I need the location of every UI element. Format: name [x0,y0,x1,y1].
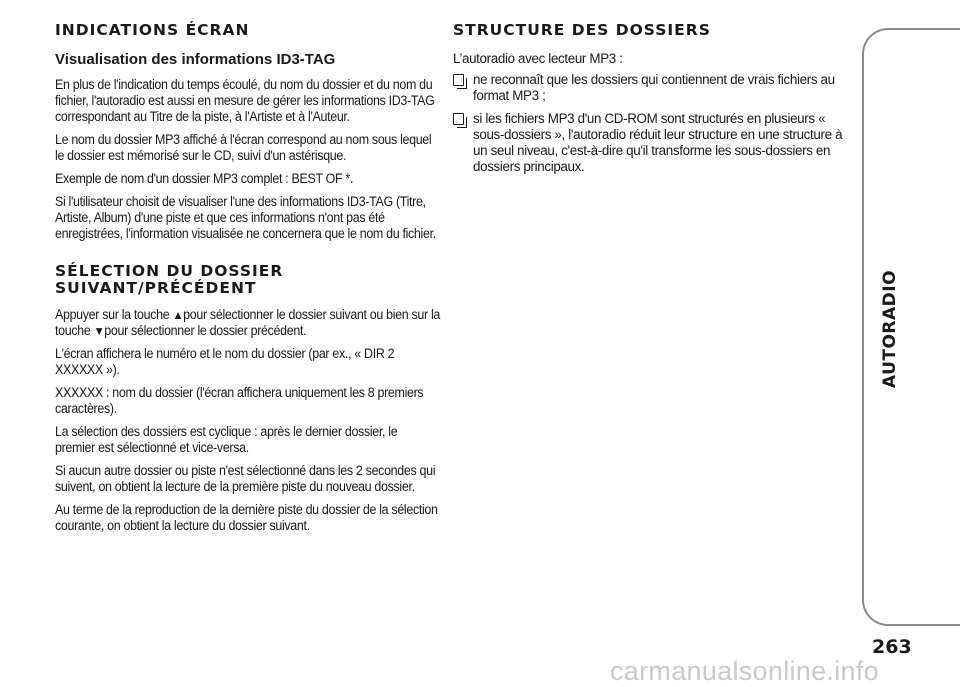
paragraph: Si aucun autre dossier ou piste n'est sélectionné dans les 2 secondes qui suivent, on obtient la lecture de la première piste du nouveau dossier. [55,463,436,494]
down-arrow-icon: ▼ [93,324,105,338]
paragraph: XXXXXX : nom du dossier (l'écran affichera uniquement les 8 premiers caractères). [55,385,424,416]
paragraph: Le nom du dossier MP3 affiché à l'écran correspond au nom sous lequel le dossier est mémorisé sur le CD, suivi d'un astérisque. [55,132,432,163]
watermark: carmanualsonline.info [610,656,879,686]
checkbox-bullet-icon [453,74,464,86]
heading-indications-ecran: INDICATIONS ÉCRAN [55,21,250,39]
heading-line: SÉLECTION DU DOSSIER [55,262,284,280]
list-item: si les fichiers MP3 d'un CD-ROM sont structurés en plusieurs « sous-dossiers », l'autoradio réduit leur structure en une structure à un seul niveau, c'est-à-dire qu'il transforme les sous-dossiers en dossiers principaux. [453,111,848,175]
page-number: 263 [872,636,912,658]
paragraph: Au terme de la reproduction de la dernière piste du dossier de la sélection courante, on obtient la lecture du dossier suivant. [55,502,438,533]
side-tab-label: AUTORADIO [880,269,900,389]
paragraph: La sélection des dossiers est cyclique : après le dernier dossier, le premier est sélectionné et vice-versa. [55,424,398,455]
list-item: ne reconnaît que les dossiers qui contiennent de vrais fichiers au format MP3 ; [453,72,848,104]
paragraph: L'écran affichera le numéro et le nom du dossier (par ex., « DIR 2 XXXXXX »). [55,346,395,377]
paragraph: En plus de l'indication du temps écoulé, du nom du dossier et du nom du fichier, l'autoradio est aussi en mesure de gérer les informations ID3-TAG correspondant au Titre de la piste, à l'Artiste et à l'Auteur. [55,77,435,124]
paragraph: Exemple de nom d'un dossier MP3 complet : BEST OF *. [55,171,354,186]
left-column [55,22,440,541]
checkbox-bullet-icon [453,113,464,125]
paragraph: Appuyer sur la touche ▲pour sélectionner le dossier suivant ou bien sur la touche ▼pour sélectionner le dossier précédent. [55,307,441,338]
bullet-list [453,72,848,175]
up-arrow-icon: ▲ [172,308,184,322]
heading-structure-dossiers: STRUCTURE DES DOSSIERS [453,21,711,39]
heading-selection-dossier [55,263,440,297]
subheading-id3-tag: Visualisation des informations ID3-TAG [55,51,336,68]
paragraph: Si l'utilisateur choisit de visualiser l'une des informations ID3-TAG (Titre, Artiste, Album) d'une piste et que ces informations n'ont pas été enregistrées, l'information visualisée ne concernera que le nom du fichier. [55,194,436,241]
paragraph: L’autoradio avec lecteur MP3 : [453,51,623,66]
right-column [453,22,848,182]
heading-line: SUIVANT/PRÉCÉDENT [55,279,257,297]
